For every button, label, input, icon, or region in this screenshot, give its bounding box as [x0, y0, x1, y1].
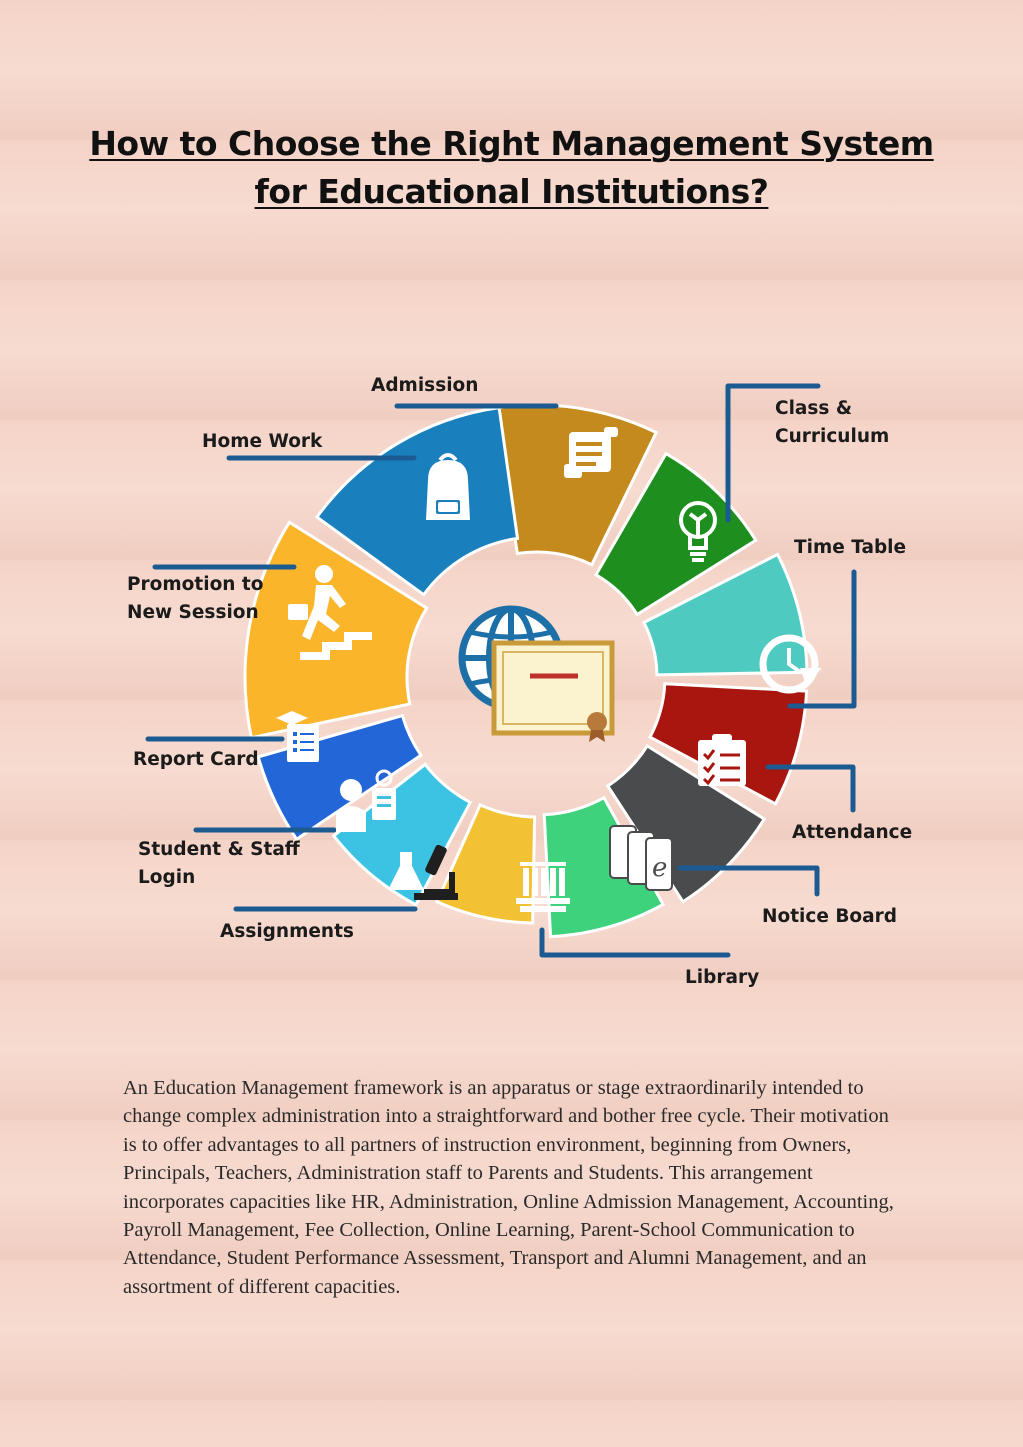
title-line-1: How to Choose the Right Management System	[89, 124, 934, 163]
label-time-table: Time Table	[794, 537, 907, 558]
label-attendance: Attendance	[792, 822, 913, 843]
label-class-curriculum: Class &	[775, 398, 852, 419]
label-student-staff-login-2: Login	[138, 867, 196, 888]
label-report-card: Report Card	[133, 749, 259, 770]
label-class-curriculum-2: Curriculum	[775, 426, 890, 447]
clipboard-checklist-icon	[698, 734, 746, 786]
label-assignments: Assignments	[220, 921, 354, 942]
label-promotion: Promotion to	[127, 574, 264, 595]
label-student-staff-login: Student & Staff	[138, 839, 300, 860]
body-paragraph: An Education Management framework is an apparatus or stage extraordinarily intended to change complex administration into a straightforward and bother free cycle. Their motivation is to offer advantages to all partners of instruction environment, beginning from Owners, Principals, Teachers, Administration staff to Parents and Students. This arrangement incorporates capacities like HR, Administration, Online Admission Management, Accounting, Payroll Management, Fee Collection, Online Learning, Parent-School Communication to Attendance, Student Performance Assessment, Transport and Alumni Management, and an assortment of different capacities.	[123, 1077, 894, 1298]
label-promotion-2: New Session	[127, 602, 259, 623]
globe-certificate-icon	[462, 609, 612, 742]
title-line-2: for Educational Institutions?	[254, 172, 769, 211]
label-notice-board: Notice Board	[762, 906, 897, 927]
label-home-work: Home Work	[202, 431, 323, 452]
svg-text:e: e	[652, 853, 668, 883]
label-library: Library	[685, 967, 760, 988]
label-admission: Admission	[371, 375, 479, 396]
scroll-icon	[564, 427, 618, 478]
